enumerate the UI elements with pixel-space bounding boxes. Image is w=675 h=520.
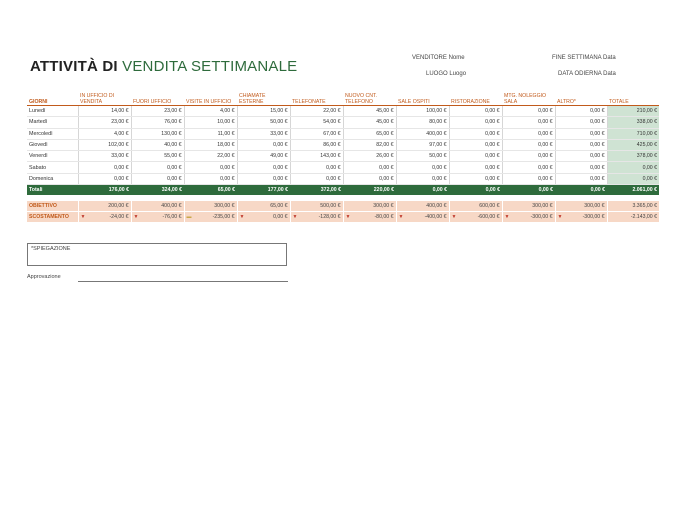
value-cell[interactable]: 0,00 € (343, 173, 396, 184)
scostamento-row-cell (607, 212, 659, 223)
value-cell[interactable]: 33,00 € (237, 128, 290, 139)
value-cell[interactable]: 0,00 € (131, 173, 184, 184)
value-cell[interactable]: 0,00 € (555, 173, 607, 184)
neutral-indicator-icon: ▬ (186, 214, 192, 220)
down-arrow-icon: ▼ (504, 214, 510, 220)
obiettivo-row-value: 400,00 € (161, 203, 182, 209)
value-cell[interactable]: 50,00 € (396, 151, 449, 162)
value-cell[interactable]: 82,00 € (343, 139, 396, 150)
column-header: RISTORAZIONE (449, 89, 502, 106)
value-cell[interactable]: 0,00 € (502, 139, 555, 150)
data-odierna-label: DATA ODIERNA (558, 71, 602, 77)
data-odierna-field[interactable] (558, 71, 616, 77)
obiettivo-row-value: 300,00 € (532, 203, 553, 209)
luogo-value[interactable]: Luogo (449, 71, 467, 77)
fine-settimana-field[interactable] (552, 55, 616, 61)
data-odierna-value[interactable]: Data (603, 71, 616, 77)
value-cell[interactable]: 80,00 € (396, 117, 449, 128)
venditore-field[interactable] (412, 55, 465, 61)
table-row (27, 173, 659, 184)
obiettivo-row-cell[interactable] (78, 201, 131, 212)
obiettivo-row-cell[interactable] (237, 201, 290, 212)
day-label: Lunedì (27, 106, 78, 117)
scostamento-row-cell (290, 212, 343, 223)
value-cell[interactable]: 0,00 € (343, 162, 396, 173)
down-arrow-icon: ▼ (398, 214, 404, 220)
value-cell[interactable]: 54,00 € (290, 117, 343, 128)
value-cell[interactable]: 0,00 € (396, 173, 449, 184)
value-cell[interactable]: 0,00 € (502, 173, 555, 184)
column-header: TOTALE (607, 89, 659, 106)
scostamento-row (27, 212, 659, 223)
day-label: Venerdì (27, 151, 78, 162)
total-cell: 372,00 € (290, 185, 343, 196)
scostamento-row-value: 0,00 € (273, 214, 288, 220)
scostamento-row-value: -235,00 € (212, 214, 235, 220)
value-cell[interactable]: 0,00 € (78, 162, 131, 173)
down-arrow-icon: ▼ (292, 214, 298, 220)
value-cell[interactable]: 0,00 € (555, 106, 607, 117)
luogo-label: LUOGO (426, 71, 448, 77)
value-cell[interactable]: 0,00 € (555, 151, 607, 162)
obiettivo-row-value: 200,00 € (108, 203, 129, 209)
value-cell[interactable]: 400,00 € (396, 128, 449, 139)
value-cell[interactable]: 0,00 € (290, 173, 343, 184)
value-cell[interactable]: 11,00 € (184, 128, 237, 139)
activity-table (27, 89, 659, 195)
value-cell[interactable]: 4,00 € (78, 128, 131, 139)
scostamento-row-cell (449, 212, 502, 223)
value-cell[interactable]: 0,00 € (555, 117, 607, 128)
obiettivo-row-value: 500,00 € (320, 203, 341, 209)
row-total-cell: 0,00 € (607, 173, 659, 184)
page-title (30, 58, 297, 75)
down-arrow-icon: ▼ (133, 214, 139, 220)
value-cell[interactable]: 23,00 € (78, 117, 131, 128)
value-cell[interactable]: 0,00 € (502, 162, 555, 173)
day-label: Domenica (27, 173, 78, 184)
value-cell[interactable]: 33,00 € (78, 151, 131, 162)
table-row (27, 117, 659, 128)
spiegazione-label: *SPIEGAZIONE (31, 246, 71, 252)
table-row (27, 151, 659, 162)
scostamento-row-value: -24,00 € (109, 214, 129, 220)
value-cell[interactable]: 67,00 € (290, 128, 343, 139)
totals-row (27, 185, 659, 196)
table-row (27, 139, 659, 150)
value-cell[interactable]: 0,00 € (184, 173, 237, 184)
value-cell[interactable]: 102,00 € (78, 139, 131, 150)
obiettivo-row-cell[interactable] (184, 201, 237, 212)
value-cell[interactable]: 0,00 € (449, 162, 502, 173)
row-total-cell: 378,00 € (607, 151, 659, 162)
value-cell[interactable]: 0,00 € (555, 162, 607, 173)
value-cell[interactable]: 0,00 € (449, 106, 502, 117)
scostamento-row-cell (555, 212, 607, 223)
total-cell: 324,00 € (131, 185, 184, 196)
table-row (27, 128, 659, 139)
row-total-cell: 425,00 € (607, 139, 659, 150)
row-total-cell: 710,00 € (607, 128, 659, 139)
total-cell: 177,00 € (237, 185, 290, 196)
scostamento-row-value: -76,00 € (162, 214, 182, 220)
total-cell: 2.061,00 € (607, 185, 659, 196)
scostamento-row-cell (131, 212, 184, 223)
value-cell[interactable]: 0,00 € (290, 162, 343, 173)
approvazione-signature-line[interactable] (78, 281, 288, 282)
scostamento-row-value: -80,00 € (374, 214, 394, 220)
value-cell[interactable]: 0,00 € (555, 128, 607, 139)
column-header: SALE OSPITI (396, 89, 449, 106)
totals-label: Totali (27, 185, 78, 196)
value-cell[interactable]: 0,00 € (184, 162, 237, 173)
scostamento-row-cell (237, 212, 290, 223)
down-arrow-icon: ▼ (345, 214, 351, 220)
scostamento-row-value: -300,00 € (530, 214, 553, 220)
value-cell[interactable]: 0,00 € (237, 162, 290, 173)
value-cell[interactable]: 22,00 € (290, 106, 343, 117)
day-label: Mercoledì (27, 128, 78, 139)
column-header: MTG. NOLEGGIO SALA (502, 89, 555, 106)
value-cell[interactable]: 22,00 € (184, 151, 237, 162)
spiegazione-box[interactable] (27, 243, 287, 266)
obiettivo-row-value: 600,00 € (479, 203, 500, 209)
total-cell: 220,00 € (343, 185, 396, 196)
table-row (27, 162, 659, 173)
day-label: Giovedì (27, 139, 78, 150)
total-cell: 0,00 € (502, 185, 555, 196)
title-bold: ATTIVITÀ DI (30, 58, 118, 75)
row-total-cell: 0,00 € (607, 162, 659, 173)
obiettivo-row-value: 65,00 € (270, 203, 288, 209)
value-cell[interactable]: 0,00 € (449, 139, 502, 150)
value-cell[interactable]: 0,00 € (502, 128, 555, 139)
total-cell: 176,00 € (78, 185, 131, 196)
value-cell[interactable]: 49,00 € (237, 151, 290, 162)
title-rest: VENDITA SETTIMANALE (122, 58, 298, 75)
value-cell[interactable]: 0,00 € (502, 106, 555, 117)
value-cell[interactable]: 0,00 € (131, 162, 184, 173)
total-cell: 0,00 € (555, 185, 607, 196)
table-header-row (27, 89, 659, 106)
total-cell: 0,00 € (396, 185, 449, 196)
obiettivo-row-cell[interactable] (343, 201, 396, 212)
value-cell[interactable]: 0,00 € (502, 117, 555, 128)
venditore-label: VENDITORE (412, 55, 447, 61)
approvazione-label: Approvazione (27, 274, 61, 280)
obiettivo-row-value: 300,00 € (584, 203, 605, 209)
value-cell[interactable]: 0,00 € (449, 173, 502, 184)
value-cell[interactable]: 4,00 € (184, 106, 237, 117)
obiettivo-row-cell[interactable] (396, 201, 449, 212)
value-cell[interactable]: 0,00 € (449, 151, 502, 162)
obiettivo-row-cell[interactable] (502, 201, 555, 212)
column-header: TELEFONATE (290, 89, 343, 106)
scostamento-row-value: -300,00 € (582, 214, 605, 220)
column-header: IN UFFICIO DI VENDITA (78, 89, 131, 106)
column-header: NUOVO CNT. TELEFONO (343, 89, 396, 106)
column-header: VISITE IN UFFICIO (184, 89, 237, 106)
obiettivo-row-label: OBIETTIVO (27, 201, 78, 212)
down-arrow-icon: ▼ (557, 214, 563, 220)
column-header: CHIAMATE ESTERNE (237, 89, 290, 106)
scostamento-row-value: -400,00 € (424, 214, 447, 220)
scostamento-row-value: -128,00 € (318, 214, 341, 220)
column-header: FUORI UFFICIO (131, 89, 184, 106)
day-label: Sabato (27, 162, 78, 173)
value-cell[interactable]: 86,00 € (290, 139, 343, 150)
down-arrow-icon: ▼ (80, 214, 86, 220)
value-cell[interactable]: 26,00 € (343, 151, 396, 162)
scostamento-row-cell (184, 212, 237, 223)
column-header-giorni: GIORNI (27, 89, 78, 106)
target-table (27, 201, 659, 223)
value-cell[interactable]: 97,00 € (396, 139, 449, 150)
value-cell[interactable]: 14,00 € (78, 106, 131, 117)
value-cell[interactable]: 100,00 € (396, 106, 449, 117)
scostamento-row-cell (78, 212, 131, 223)
scostamento-row-cell (343, 212, 396, 223)
value-cell[interactable]: 143,00 € (290, 151, 343, 162)
scostamento-row-label: SCOSTAMENTO (27, 212, 78, 223)
obiettivo-row-cell[interactable] (555, 201, 607, 212)
value-cell[interactable]: 40,00 € (131, 139, 184, 150)
obiettivo-row (27, 201, 659, 212)
value-cell[interactable]: 65,00 € (343, 128, 396, 139)
total-cell: 65,00 € (184, 185, 237, 196)
value-cell[interactable]: 18,00 € (184, 139, 237, 150)
obiettivo-row-cell[interactable] (607, 201, 659, 212)
obiettivo-row-cell[interactable] (290, 201, 343, 212)
fine-settimana-label: FINE SETTIMANA (552, 55, 602, 61)
fine-settimana-value[interactable]: Data (603, 55, 616, 61)
down-arrow-icon: ▼ (451, 214, 457, 220)
value-cell[interactable]: 15,00 € (237, 106, 290, 117)
row-total-cell: 210,00 € (607, 106, 659, 117)
down-arrow-icon: ▼ (239, 214, 245, 220)
total-cell: 0,00 € (449, 185, 502, 196)
value-cell[interactable]: 0,00 € (396, 162, 449, 173)
value-cell[interactable]: 0,00 € (78, 173, 131, 184)
scostamento-row-value: -2.143,00 € (630, 214, 657, 220)
day-label: Martedì (27, 117, 78, 128)
value-cell[interactable]: 45,00 € (343, 106, 396, 117)
obiettivo-row-value: 300,00 € (373, 203, 394, 209)
value-cell[interactable]: 0,00 € (555, 139, 607, 150)
obiettivo-row-cell[interactable] (131, 201, 184, 212)
value-cell[interactable]: 0,00 € (237, 173, 290, 184)
value-cell[interactable]: 0,00 € (449, 128, 502, 139)
obiettivo-row-value: 400,00 € (426, 203, 447, 209)
value-cell[interactable]: 45,00 € (343, 117, 396, 128)
value-cell[interactable]: 76,00 € (131, 117, 184, 128)
obiettivo-row-value: 300,00 € (214, 203, 235, 209)
obiettivo-row-value: 3.365,00 € (632, 203, 657, 209)
luogo-field[interactable] (426, 71, 466, 77)
value-cell[interactable]: 50,00 € (237, 117, 290, 128)
value-cell[interactable]: 0,00 € (502, 151, 555, 162)
column-header: ALTRO* (555, 89, 607, 106)
scostamento-row-cell (502, 212, 555, 223)
table-row (27, 106, 659, 117)
value-cell[interactable]: 130,00 € (131, 128, 184, 139)
scostamento-row-cell (396, 212, 449, 223)
venditore-value[interactable]: Nome (448, 55, 465, 61)
value-cell[interactable]: 23,00 € (131, 106, 184, 117)
value-cell[interactable]: 55,00 € (131, 151, 184, 162)
value-cell[interactable]: 0,00 € (449, 117, 502, 128)
value-cell[interactable]: 10,00 € (184, 117, 237, 128)
row-total-cell: 338,00 € (607, 117, 659, 128)
obiettivo-row-cell[interactable] (449, 201, 502, 212)
value-cell[interactable]: 0,00 € (237, 139, 290, 150)
scostamento-row-value: -600,00 € (477, 214, 500, 220)
